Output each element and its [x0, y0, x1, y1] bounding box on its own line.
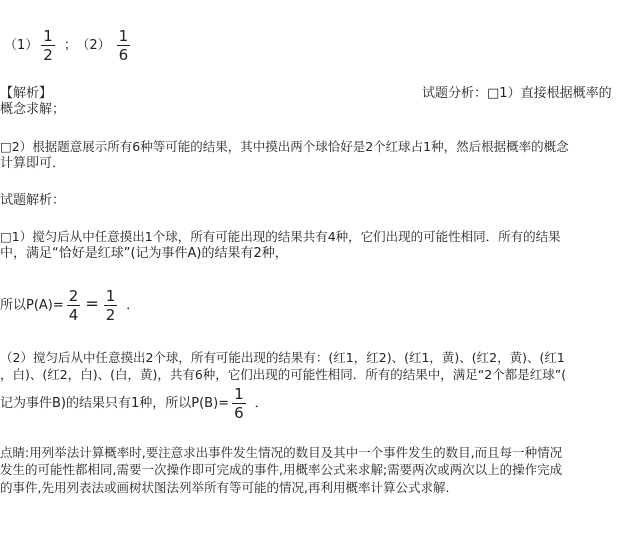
- part-2-text: 记为事件B)的结果只有1种，所以P(B)=: [0, 396, 230, 411]
- analysis-step-1: □1）直接根据概率的: [487, 86, 612, 101]
- answer-2-denominator: 6: [118, 46, 129, 64]
- jiexi-heading: 【解析】: [0, 86, 53, 101]
- analysis-step-1-continued: 概念求解；: [0, 102, 66, 117]
- denominator: 6: [234, 404, 244, 422]
- analysis-step-2-continued: 计算即可．: [0, 156, 66, 171]
- solution-heading: 试题解析：: [0, 193, 66, 208]
- note-line-1: 点睛:用列举法计算概率时,要注意求出事件发生情况的数目及其中一个事件发生的数目,而且每一种情况: [0, 445, 563, 460]
- denominator: 2: [105, 306, 116, 324]
- answer-1-numerator: 1: [43, 27, 53, 45]
- formula-prefix: 所以P(A)=: [0, 298, 64, 313]
- answer-separator: ；: [63, 38, 77, 53]
- fraction-2-over-4: [67, 287, 81, 324]
- fraction-1-over-2: [104, 287, 118, 324]
- analysis-first-line: [422, 85, 612, 103]
- formula-end: ．: [126, 298, 140, 313]
- part-2-end: ．: [254, 396, 268, 411]
- solution-part-2-line-1: （2）搅匀后从中任意摸出2个球，所有可能出现的结果有：(红1，红2)、(红1，黄)、(红2，黄)、(红1: [0, 350, 565, 365]
- solution-part-2-line-2: ，白)、(红2，白)、(白，黄)，共有6种，它们出现的可能性相同．所有的结果中，满足“2个都是红球”(: [0, 367, 567, 382]
- note-line-3: 的事件,先用列表法或画树状图法列举所有等可能的情况,再利用概率计算公式求解.: [0, 480, 450, 495]
- analysis-lead: 试题分析：: [422, 86, 488, 101]
- answers-line: [4, 27, 133, 64]
- analysis-step-2: □2）根据题意展示所有6种等可能的结果，其中摸出两个球恰好是2个红球占1种，然后根据概率的概念: [0, 139, 569, 154]
- fraction-1-over-6: [232, 385, 246, 422]
- answer-1-denominator: 2: [43, 46, 53, 64]
- solution-part-1-formula: [0, 287, 139, 324]
- numerator: 2: [68, 287, 79, 305]
- answer-2-label: （2）: [82, 38, 111, 53]
- denominator: 4: [68, 306, 79, 324]
- equals-sign: =: [85, 294, 99, 313]
- answer-1-label: （1）: [4, 38, 39, 53]
- note-line-2: 发生的可能性都相同,需要一次操作即可完成的事件,用概率公式来求解;需要两次或两次以上的操作完成: [0, 462, 563, 477]
- answer-2-numerator: 1: [118, 27, 129, 45]
- numerator: 1: [234, 385, 244, 403]
- answer-1-fraction: [41, 27, 55, 64]
- numerator: 1: [105, 287, 116, 305]
- solution-part-2-line-3: [0, 385, 268, 422]
- answer-2-fraction: [117, 27, 131, 64]
- solution-part-1-line-2: 中，满足“恰好是红球”(记为事件A)的结果有2种，: [0, 246, 288, 261]
- solution-part-1-line-1: □1）搅匀后从中任意摸出1个球，所有可能出现的结果共有4种，它们出现的可能性相同．所有的结果: [0, 229, 561, 244]
